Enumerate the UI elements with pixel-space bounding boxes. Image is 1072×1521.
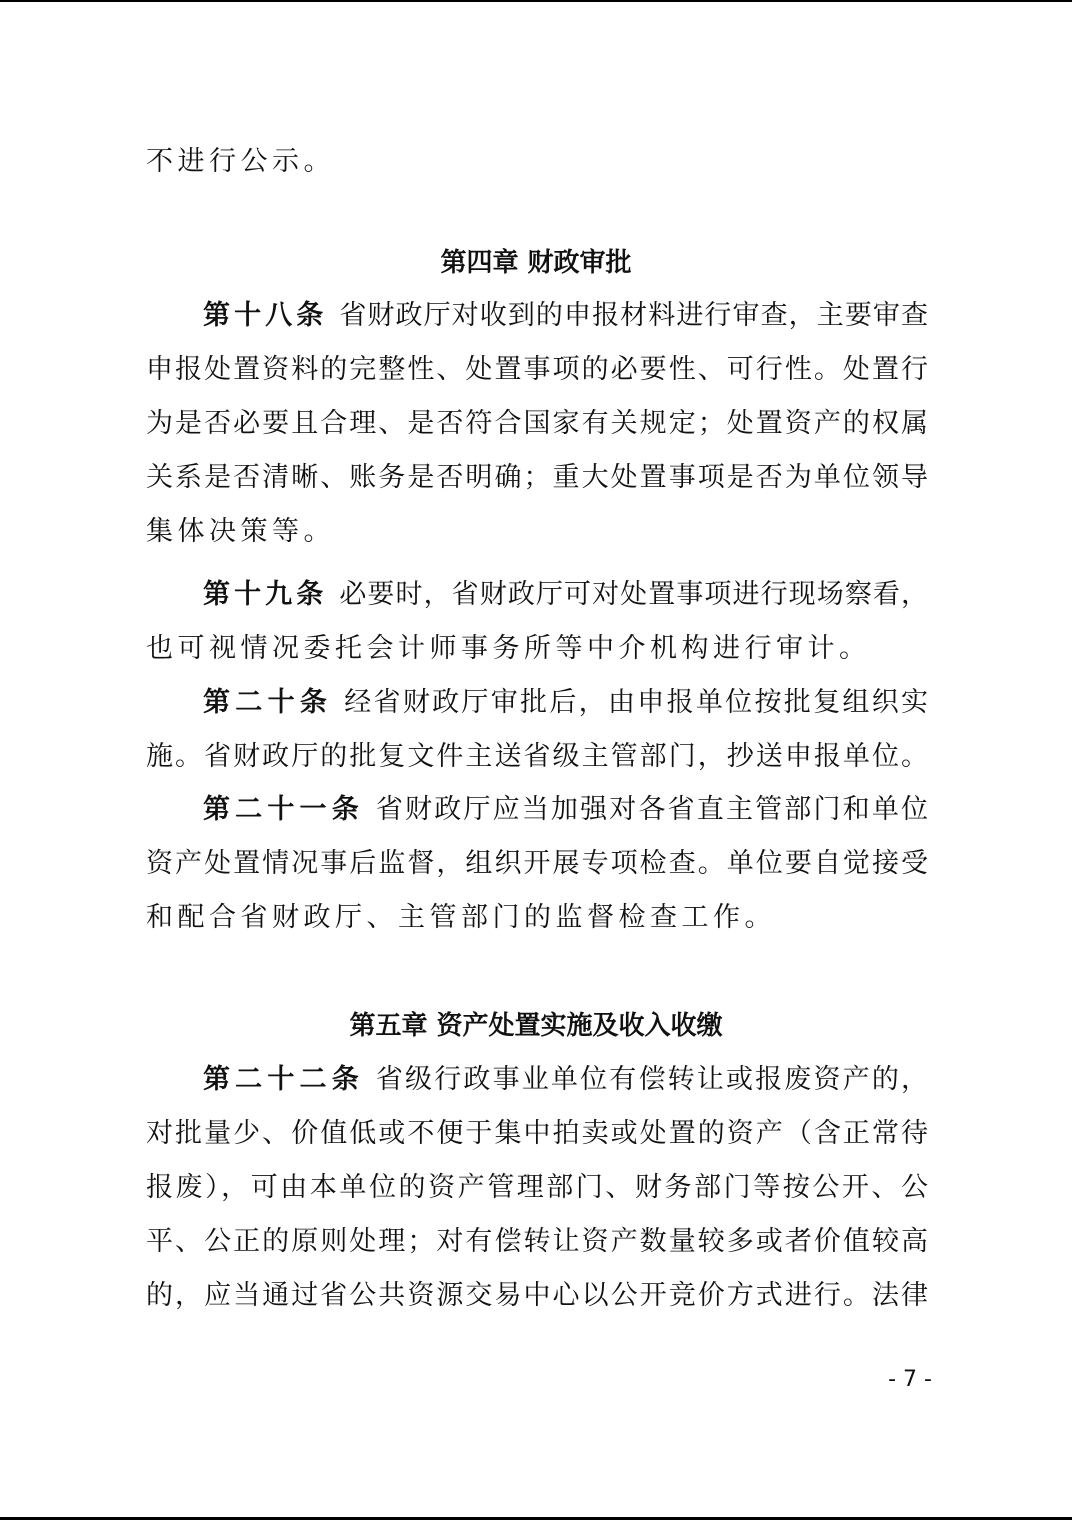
article-18-label: 第十八条 [203,300,328,331]
article-20-line-2: 施。省财政厅的批复文件主送省级主管部门，抄送申报单位。 [146,741,928,772]
page-bottom-border [0,1517,1072,1520]
article-22-line-2: 对批量少、价值低或不便于集中拍卖或处置的资产（含正常待 [146,1118,928,1149]
article-21-text-1: 省财政厅应当加强对各省直主管部门和单位 [375,794,928,825]
article-19-first-line [203,575,928,615]
carryover-line-1: 不进行公示。 [146,146,335,177]
article-18-line-4: 关系是否清晰、账务是否明确；重大处置事项是否为单位领导 [146,462,928,493]
article-22-line-4: 平、公正的原则处理；对有偿转让资产数量较多或者价值较高 [146,1226,928,1257]
article-20-label: 第二十条 [203,687,333,718]
article-21-first-line [203,790,928,830]
article-18-first-line [203,296,928,336]
page-top-border [0,0,1072,2]
article-20-first-line [203,683,928,723]
article-22-first-line [203,1060,928,1100]
chapter-5-heading: 第五章 资产处置实施及收入收缴 [349,1011,723,1041]
article-19-text-1: 必要时，省财政厅可对处置事项进行现场察看， [339,579,928,610]
article-22-text-1: 省级行政事业单位有偿转让或报废资产的， [375,1064,928,1095]
article-22-line-3: 报废），可由本单位的资产管理部门、财务部门等按公开、公 [146,1172,928,1203]
article-20-text-1: 经省财政厅审批后，由申报单位按批复组织实 [344,687,928,718]
article-18-line-3: 为是否必要且合理、是否符合国家有关规定；处置资产的权属 [146,408,928,439]
article-22-line-5: 的，应当通过省公共资源交易中心以公开竞价方式进行。法律 [146,1280,928,1311]
article-19-line-2: 也可视情况委托会计师事务所等中介机构进行审计。 [146,633,871,664]
article-19-label: 第十九条 [203,579,328,610]
chapter-4-heading: 第四章 财政审批 [440,248,632,278]
page-number: - 7 - [888,1367,932,1392]
article-18-line-2: 申报处置资料的完整性、处置事项的必要性、可行性。处置行 [146,354,928,385]
article-21-line-3: 和配合省财政厅、主管部门的监督检查工作。 [146,902,776,933]
article-22-label: 第二十二条 [203,1064,364,1095]
article-21-line-2: 资产处置情况事后监督，组织开展专项检查。单位要自觉接受 [146,848,928,879]
article-18-line-5: 集体决策等。 [146,516,335,547]
article-21-label: 第二十一条 [203,794,364,825]
article-18-text-1: 省财政厅对收到的申报材料进行审查，主要审查 [339,300,928,331]
